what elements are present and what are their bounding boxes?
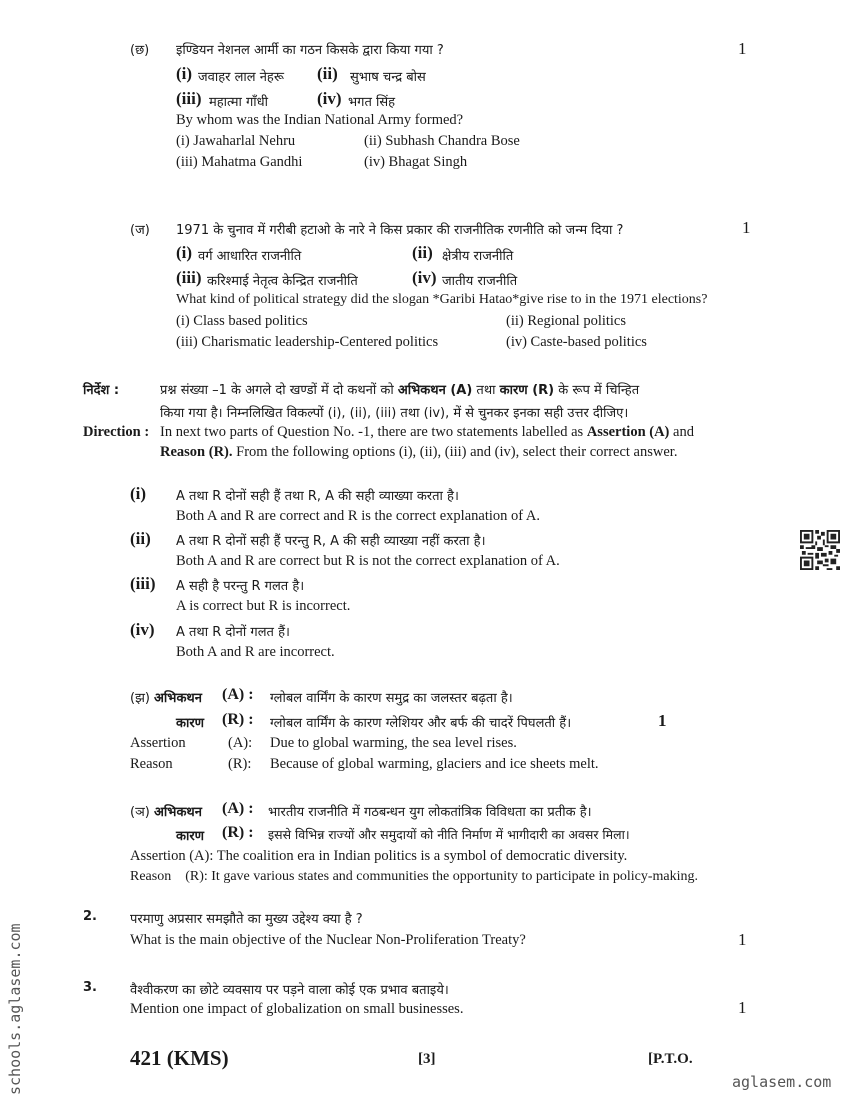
question-label: (झ) xyxy=(130,691,150,706)
option-hindi: सुभाष चन्द्र बोस xyxy=(350,70,426,85)
question-number: 2. xyxy=(83,909,97,924)
direction-english-line2: Reason (R). From the following options (i), (ii), (iii) and (iv), select their correct answer. xyxy=(160,444,678,460)
option-number: (iv) xyxy=(130,620,155,639)
option-number: (ii) xyxy=(412,243,433,262)
option-english: (i) Jawaharlal Nehru xyxy=(176,133,296,149)
question-english: What kind of political strategy did the slogan *Garibi Hatao*give rise to in the 1971 elections? xyxy=(176,292,708,307)
assertion-label-english: Assertion xyxy=(130,735,186,751)
reason-tag: (R) : xyxy=(222,711,254,728)
direction-english-line1: In next two parts of Question No. -1, there are two statements labelled as Assertion (A) and xyxy=(160,424,694,440)
assertion-english: Assertion (A): The coalition era in Indian politics is a symbol of democratic diversity. xyxy=(130,848,628,864)
reason-english: Reason (R): It gave various states and communities the opportunity to participate in policy-making. xyxy=(130,869,699,884)
question-label: (ञ) xyxy=(130,805,150,820)
assertion-hindi: भारतीय राजनीति में गठबन्धन युग लोकतांत्रिक विविधता का प्रतीक है। xyxy=(268,805,592,820)
reason-label-hindi: कारण xyxy=(176,829,205,844)
option-number: (ii) xyxy=(130,529,151,548)
option-hindi: A तथा R दोनों गलत हैं। xyxy=(176,625,290,640)
option-number: (i) xyxy=(176,64,193,83)
question-english: By whom was the Indian National Army formed? xyxy=(176,112,464,128)
question-mark: 1 xyxy=(738,39,747,58)
option-hindi: भगत सिंह xyxy=(348,95,396,110)
pto-label: [P.T.O. xyxy=(648,1051,693,1067)
direction-hindi-line2: किया गया है। निम्नलिखित विकल्पों (i), (ii), (iii) तथा (iv), में से चुनकर इनका सही उत्तर दीजिए। xyxy=(160,406,629,421)
direction-label-english: Direction : xyxy=(83,424,150,440)
reason-label-english: Reason xyxy=(130,756,173,772)
question-english: What is the main objective of the Nuclear Non-Proliferation Treaty? xyxy=(130,932,526,948)
option-number: (i) xyxy=(130,484,147,503)
option-number: (iii) xyxy=(176,268,202,287)
option-english: (iv) Bhagat Singh xyxy=(364,154,468,170)
question-hindi: इण्डियन नेशनल आर्मी का गठन किसके द्वारा किया गया ? xyxy=(176,43,444,58)
option-english: A is correct but R is incorrect. xyxy=(176,598,351,614)
option-english: (i) Class based politics xyxy=(176,313,308,329)
assertion-english: Due to global warming, the sea level rises. xyxy=(270,735,517,751)
option-number: (ii) xyxy=(317,64,338,83)
assertion-hindi: ग्लोबल वार्मिंग के कारण समुद्र का जलस्तर बढ़ता है। xyxy=(270,691,513,706)
paper-code: 421 (KMS) xyxy=(130,1046,229,1070)
option-hindi: A तथा R दोनों सही हैं परन्तु R, A की सही व्याख्या नहीं करता है। xyxy=(176,534,486,549)
question-hindi: 1971 के चुनाव में गरीबी हटाओ के नारे ने किस प्रकार की राजनीतिक रणनीति को जन्म दिया ? xyxy=(176,223,624,238)
option-english: (iii) Charismatic leadership-Centered politics xyxy=(176,334,439,350)
option-hindi: क्षेत्रीय राजनीति xyxy=(442,249,514,264)
qr-code-icon xyxy=(800,530,840,570)
option-number: (iii) xyxy=(130,574,156,593)
option-english: (ii) Subhash Chandra Bose xyxy=(364,133,520,149)
reason-english: Because of global warming, glaciers and ice sheets melt. xyxy=(270,756,599,772)
assertion-label-hindi: अभिकथन xyxy=(154,805,202,820)
option-english: Both A and R are correct and R is the correct explanation of A. xyxy=(176,508,541,524)
option-english: Both A and R are correct but R is not the correct explanation of A. xyxy=(176,553,560,569)
question-label: (ज) xyxy=(130,223,150,238)
question-mark: 1 xyxy=(742,218,751,237)
option-number: (iv) xyxy=(412,268,437,287)
option-english: Both A and R are incorrect. xyxy=(176,644,335,660)
assertion-tag-english: (A): xyxy=(228,735,253,751)
option-number: (i) xyxy=(176,243,193,262)
option-hindi: A सही है परन्तु R गलत है। xyxy=(176,579,305,594)
question-label: (छ) xyxy=(130,43,150,58)
question-mark: 1 xyxy=(738,930,747,949)
reason-hindi: ग्लोबल वार्मिंग के कारण ग्लेशियर और बर्फ की चादरें पिघलती हैं। xyxy=(270,716,572,731)
question-hindi: वैश्वीकरण का छोटे व्यवसाय पर पड़ने वाला कोई एक प्रभाव बताइये। xyxy=(130,983,449,998)
page-number: [3] xyxy=(418,1051,436,1067)
option-hindi: महात्मा गाँधी xyxy=(209,95,269,110)
reason-label-hindi: कारण xyxy=(176,716,205,731)
question-mark: 1 xyxy=(738,998,747,1017)
option-english: (iii) Mahatma Gandhi xyxy=(176,154,303,170)
side-watermark: schools.aglasem.com xyxy=(6,923,24,1095)
assertion-label-hindi: अभिकथन xyxy=(154,691,202,706)
option-hindi: वर्ग आधारित राजनीति xyxy=(198,249,302,264)
assertion-tag: (A) : xyxy=(222,686,254,703)
bottom-watermark: aglasem.com xyxy=(732,1073,832,1091)
option-number: (iii) xyxy=(176,89,202,108)
direction-label-hindi: निर्देश : xyxy=(83,383,120,398)
question-mark: 1 xyxy=(658,711,667,730)
option-english: (iv) Caste-based politics xyxy=(506,334,647,350)
option-english: (ii) Regional politics xyxy=(506,313,627,329)
option-number: (iv) xyxy=(317,89,342,108)
assertion-tag: (A) : xyxy=(222,800,254,817)
question-number: 3. xyxy=(83,980,97,995)
reason-hindi: इससे विभिन्न राज्यों और समुदायों को नीति निर्माण में भागीदारी का अवसर मिला। xyxy=(268,827,630,842)
option-hindi: जवाहर लाल नेहरू xyxy=(198,70,284,85)
reason-tag: (R) : xyxy=(222,824,254,841)
reason-tag-english: (R): xyxy=(228,756,252,772)
option-hindi: जातीय राजनीति xyxy=(442,274,518,289)
direction-hindi-line1: प्रश्न संख्या –1 के अगले दो खण्डों में दो कथनों को अभिकथन (A) तथा कारण (R) के रूप में चिन्हित xyxy=(160,383,640,398)
question-english: Mention one impact of globalization on small businesses. xyxy=(130,1001,464,1017)
question-hindi: परमाणु अप्रसार समझौते का मुख्य उद्देश्य क्या है ? xyxy=(130,912,363,927)
option-hindi: करिश्माई नेतृत्व केन्द्रित राजनीति xyxy=(207,274,358,289)
option-hindi: A तथा R दोनों सही हैं तथा R, A की सही व्याख्या करता है। xyxy=(176,489,459,504)
